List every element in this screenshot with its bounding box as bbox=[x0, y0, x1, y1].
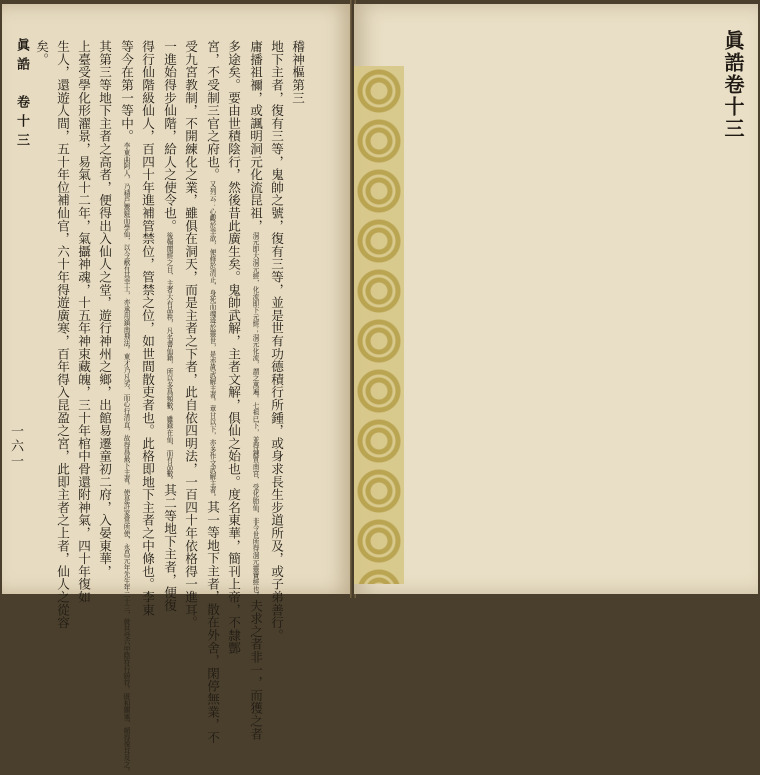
text-line bbox=[73, 40, 94, 604]
main-text: 得行仙階級仙人，百四十年進補管禁位，管禁之位，如世間散吏者也。此格即地下主者之中條也。李東 bbox=[140, 40, 155, 616]
text-line bbox=[244, 40, 266, 741]
main-text: 受九宮教制，不開練化之業，雖俱在洞天，而是主者之下者，此自依四明法，一百四十年依格得一進耳。 bbox=[183, 40, 198, 629]
text-line bbox=[266, 40, 287, 642]
main-text: 其二等地下主者，便復 bbox=[162, 483, 177, 612]
main-text: 矣。 bbox=[34, 40, 49, 66]
main-text: 稽神樞第三 bbox=[290, 40, 305, 104]
text-line bbox=[137, 40, 158, 616]
annotation-note: 洞元即大洞元經，化流即下元經；洞元化流，謂之萬遍。七祖已下，並得鍊質南宮，受化胎仙，非今世所得洞元靈寶經也。 bbox=[251, 232, 259, 600]
text-line bbox=[31, 40, 52, 570]
text-line bbox=[52, 40, 73, 629]
main-text: 其一等地下主者，散在外舍，閑停無業，不 bbox=[205, 500, 220, 744]
annotation-note: 又列云：心觀於幸欲，便修於清正，身死而魂迹於靈世，是亦眞武解主者。章甘以下，亦多作文武解主者。 bbox=[208, 180, 216, 501]
annotation-note: 後翰聞經之目，主者大有品秩，凡名書仙籍，所以多爲頻數，雖錄在仙，而有品數。 bbox=[165, 232, 173, 484]
main-text: 庸播祖禰，或諷明洞元化流昆祖， bbox=[248, 40, 263, 232]
page-number: 一六一 bbox=[8, 424, 23, 469]
running-head: 眞誥 卷十三 bbox=[14, 38, 29, 152]
main-text: 生人，還遊人間，五十年位補仙官，六十年得遊廣寒，百年得入昆盈之宮，此即主者之上者，仙人之從容 bbox=[55, 40, 70, 629]
text-line bbox=[223, 40, 244, 655]
body-text bbox=[31, 40, 308, 775]
left-page bbox=[2, 4, 352, 775]
ornamental-border bbox=[354, 66, 404, 584]
text-line bbox=[201, 40, 223, 744]
main-text: 一進始得步仙階，給人之使令也。 bbox=[162, 40, 177, 232]
text-line bbox=[115, 40, 137, 775]
chapter-title: 眞誥卷十三 bbox=[721, 30, 745, 140]
main-text: 其第三等地下主者之高者，便得出入仙人之堂，遊行神州之鄉，出館易遷童初二府，入晏東華， bbox=[97, 40, 112, 578]
main-text: 等今在第一等中。 bbox=[119, 40, 134, 143]
main-text: 宮，不受制三官之府也。 bbox=[205, 40, 220, 181]
main-text: 地下主者，復有三等，鬼帥之號，復有三等，並是世有功德積行所鍾，或身求長生步道所及，或子弟善行。 bbox=[269, 40, 284, 642]
text-line bbox=[180, 40, 201, 629]
text-line bbox=[158, 40, 180, 612]
annotation-note: 李東曲阿人，乃積戶鬻蛙而學仙，以今蔽有其幸士，亦承用鎮南飛法。東才乃凡劣，而心行清直，故得爲最下主者。使是許家常所使，永昌元年先生年二十三，就其受六甲陰符行厨符，既相關塞，頗得復耳及之。 bbox=[122, 142, 130, 775]
right-page bbox=[354, 4, 758, 594]
main-text: 上臺受學化形濯景，易氣十二年，氣攝神魂，十五年神束藏魄，三十年棺中骨還附神氣，四十年復如 bbox=[76, 40, 91, 604]
text-line bbox=[94, 40, 115, 578]
main-text: 夫求之者非一，而獲之者 bbox=[248, 599, 263, 741]
text-line bbox=[287, 40, 308, 570]
main-text: 多途矣。要由世積陰行，然後昔此廣生矣。鬼帥武解，主者文解，俱仙之始也。度名東華，簡刊上帝，不隸酆 bbox=[226, 40, 241, 655]
